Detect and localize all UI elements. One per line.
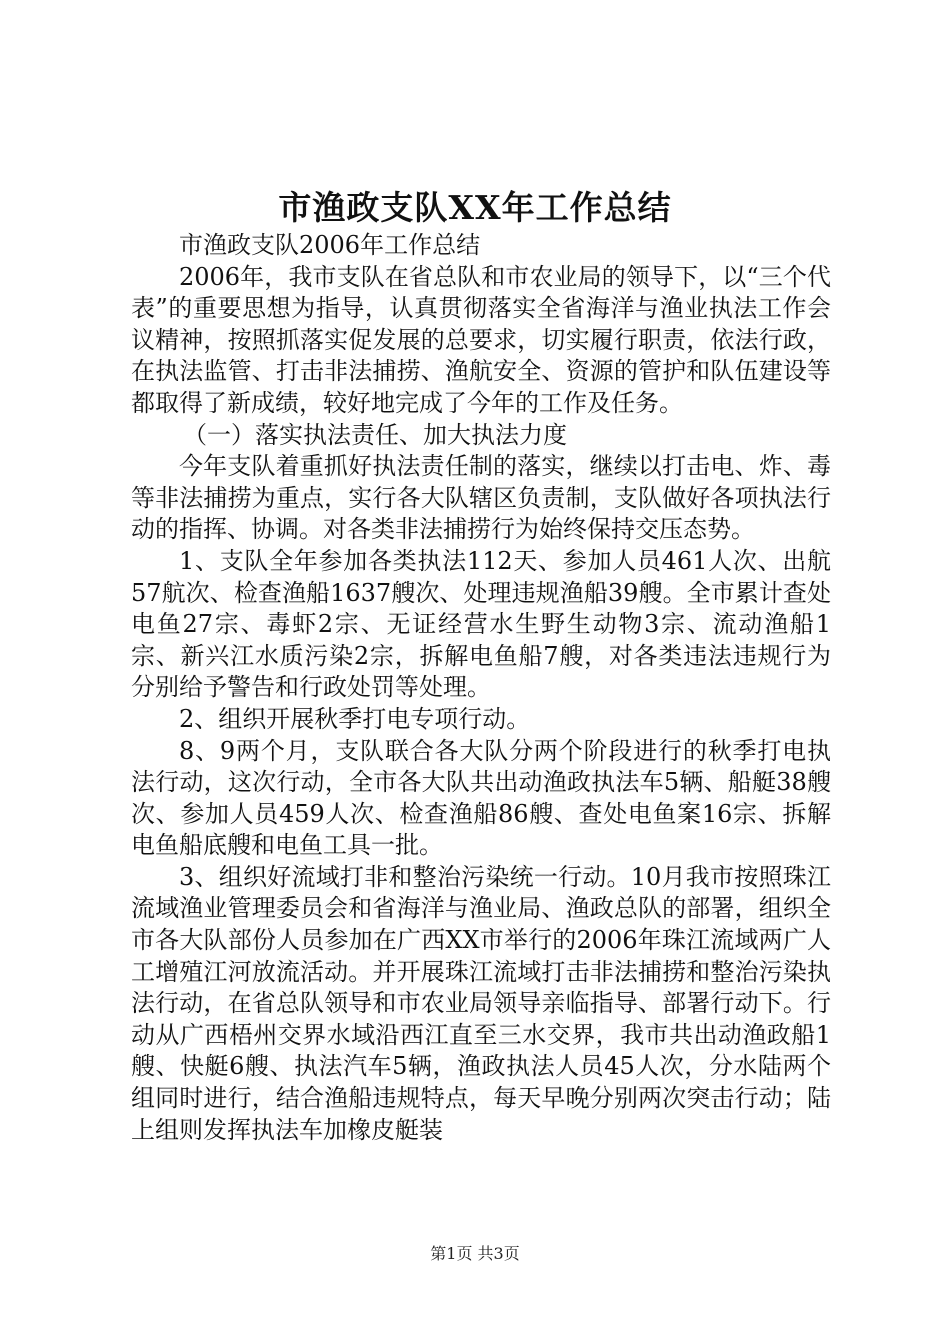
page-footer: 第1页 共3页 xyxy=(430,1244,520,1263)
paragraph-enforcement: 今年支队着重抓好执法责任制的落实，继续以打击电、炸、毒等非法捕捞为重点，实行各大队辖区负责制，支队做好各项执法行动的指挥、协调。对各类非法捕捞行为始终保持交压态势。 xyxy=(131,452,831,544)
document-body xyxy=(131,230,831,1146)
paragraph-item-3: 3、组织好流域打非和整治污染统一行动。10月我市按照珠江流域渔业管理委员会和省海洋与渔业局、渔政总队的部署，组织全市各大队部份人员参加在广西XX市举行的2006年珠江流域两广人工增殖江河放流活动。并开展珠江流域打击非法捕捞和整治污染执法行动，在省总队领导和市农业局领导亲临指导、部署行动下。行动从广西梧州交界水域沿西江直至三水交界，我市共出动渔政船1艘、快艇6艘、执法汽车5辆，渔政执法人员45人次，分水陆两个组同时进行，结合渔船违规特点，每天早晚分别两次突击行动；陆上组则发挥执法车加橡皮艇装 xyxy=(131,862,831,1144)
paragraph-item-2: 2、组织开展秋季打电专项行动。 xyxy=(179,704,531,733)
paragraph-autumn-action: 8、9两个月，支队联合各大队分两个阶段进行的秋季打电执法行动，这次行动，全市各大队共出动渔政执法车5辆、船艇38艘次、参加人员459人次、检查渔船86艘、查处电鱼案16宗、拆解电鱼船底艘和电鱼工具一批。 xyxy=(131,736,831,860)
document-title: 市渔政支队XX年工作总结 xyxy=(278,188,672,227)
paragraph-intro: 2006年，我市支队在省总队和市农业局的领导下，以“三个代表”的重要思想为指导，认真贯彻落实全省海洋与渔业执法工作会议精神，按照抓落实促发展的总要求，切实履行职责，依法行政，在执法监管、打击非法捕捞、渔航安全、资源的管护和队伍建设等都取得了新成绩，较好地完成了今年的工作及任务。 xyxy=(131,262,831,417)
paragraph-item-1: 1、支队全年参加各类执法112天、参加人员461人次、出航57航次、检查渔船1637艘次、处理违规渔船39艘。全市累计查处电鱼27宗、毒虾2宗、无证经营水生野生动物3宗、流动渔船1宗、新兴江水质污染2宗，拆解电鱼船7艘，对各类违法违规行为分别给予警告和行政处罚等处理。 xyxy=(131,546,831,702)
section-heading: （一）落实执法责任、加大执法力度 xyxy=(183,420,567,449)
paragraph-subtitle: 市渔政支队2006年工作总结 xyxy=(179,231,481,259)
